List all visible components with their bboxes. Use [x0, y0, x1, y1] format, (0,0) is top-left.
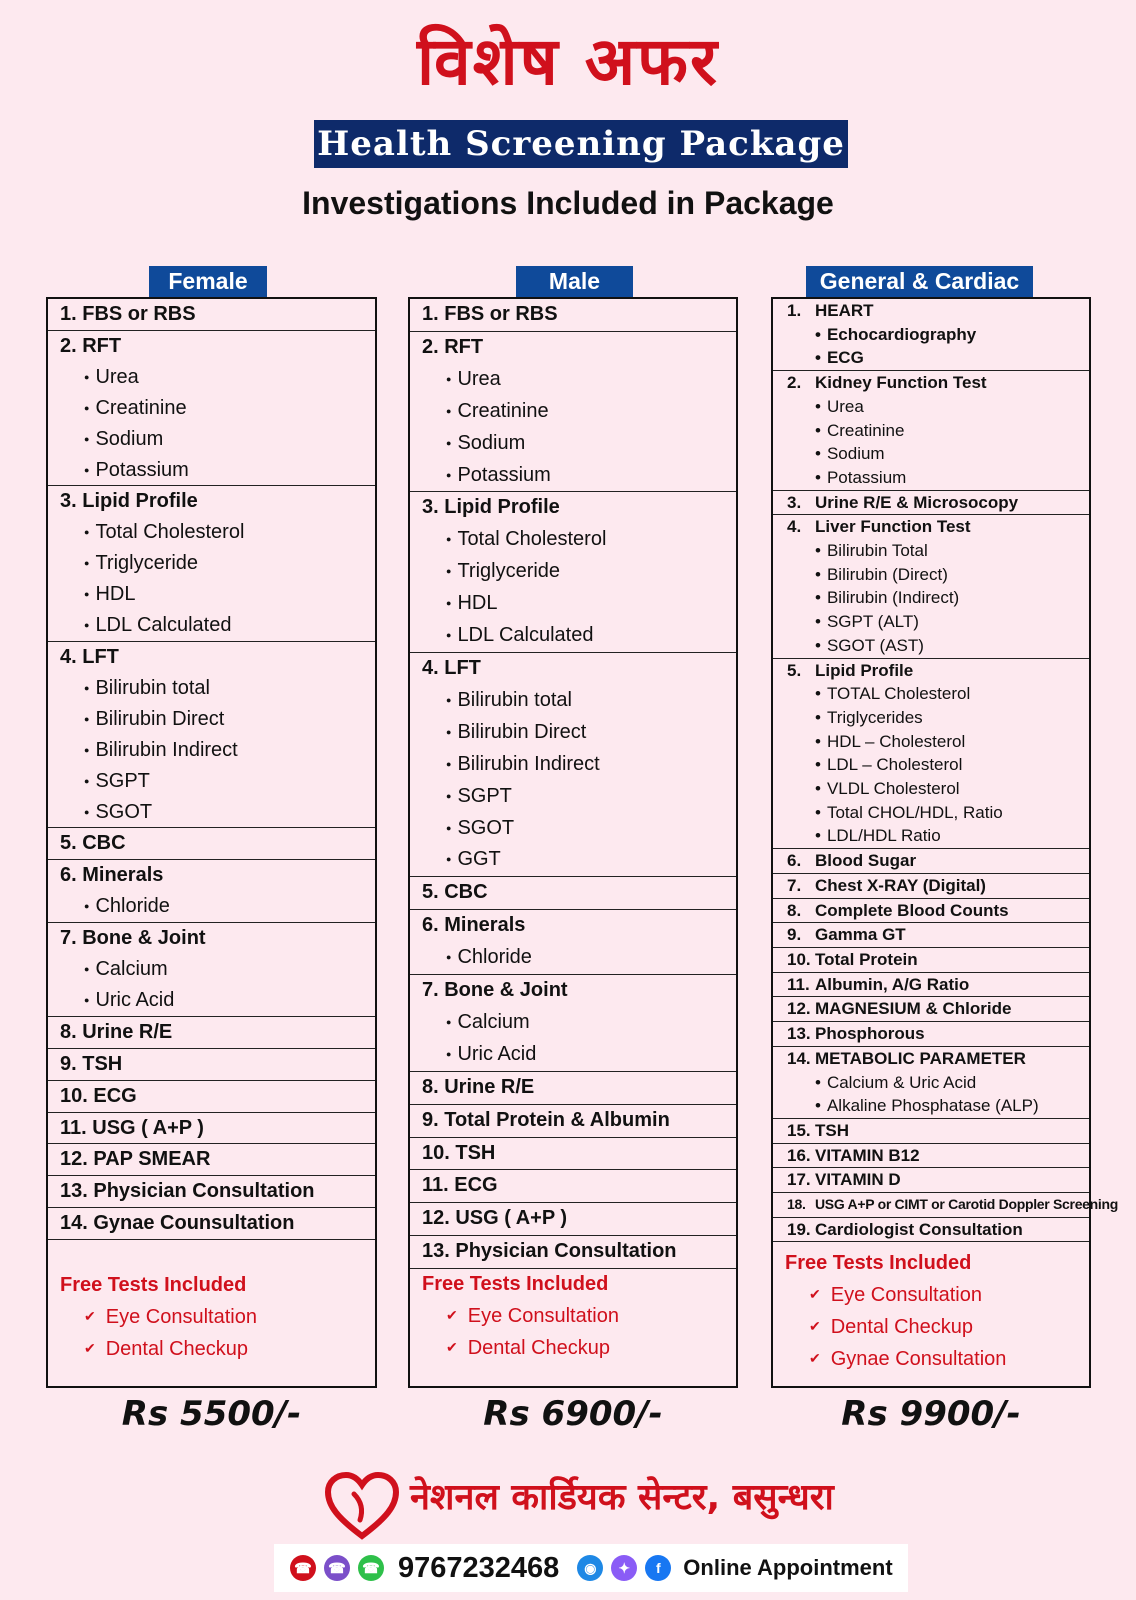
offer-title: विशेष अफर: [416, 23, 720, 100]
test-number: 17.: [787, 1170, 811, 1190]
test-subitem: ● Chloride: [48, 891, 375, 922]
package-title-banner: Health Screening Package: [314, 120, 848, 168]
test-heading: 1. FBS or RBS: [422, 303, 558, 325]
test-subitem: ● Creatinine: [410, 396, 736, 428]
test-name: VITAMIN D: [815, 1170, 901, 1190]
test-section: [773, 299, 1089, 371]
test-number: 16.: [787, 1145, 811, 1165]
test-section: [48, 642, 375, 828]
test-section: [48, 1081, 375, 1113]
test-heading: 8. Urine R/E: [60, 1020, 173, 1043]
test-heading: [773, 1218, 1089, 1242]
test-subitem: ● Uric Acid: [410, 1039, 736, 1071]
test-section: [48, 860, 375, 923]
test-number: 13.: [787, 1024, 811, 1044]
test-section: [48, 1113, 375, 1145]
test-name: Gamma GT: [815, 925, 906, 945]
test-subitem: • Bilirubin Total: [773, 539, 1089, 563]
test-heading: 12. USG ( A+P ): [422, 1207, 568, 1230]
test-section: [48, 1144, 375, 1176]
test-section: [48, 1176, 375, 1208]
test-subitem: ● Sodium: [48, 424, 375, 455]
test-section: [773, 1218, 1089, 1243]
facebook-icon[interactable]: f: [645, 1555, 671, 1581]
test-number: 10.: [787, 949, 811, 969]
test-subitem: • Creatinine: [773, 419, 1089, 443]
free-tests-title: Free Tests Included: [785, 1252, 972, 1275]
test-heading: 1. FBS or RBS: [60, 303, 196, 325]
female-price: Rs 5500/-: [121, 1394, 302, 1434]
test-subitem: ● SGOT: [48, 797, 375, 828]
free-test-item: [48, 1333, 375, 1365]
test-heading: [773, 923, 1089, 947]
test-name: Urine R/E & Microsocopy: [815, 492, 1019, 512]
general-cardiac-column-header: General & Cardiac: [806, 266, 1033, 297]
test-section: [773, 1047, 1089, 1119]
test-number: 5.: [787, 660, 802, 680]
test-subitem: ● Bilirubin total: [48, 673, 375, 704]
free-test-name: Dental Checkup: [830, 1316, 974, 1339]
test-subitem: • Sodium: [773, 442, 1089, 466]
test-subitem: • Total CHOL/HDL, Ratio: [773, 801, 1089, 825]
test-number: 6.: [787, 851, 802, 871]
test-number: 12.: [787, 999, 811, 1019]
test-heading: 6. Minerals: [422, 914, 526, 937]
test-section: [773, 948, 1089, 973]
test-name: Lipid Profile: [815, 660, 914, 680]
test-subitem: ● LDL Calculated: [48, 610, 375, 641]
test-name: Liver Function Test: [815, 517, 971, 537]
whatsapp-icon[interactable]: ☎: [358, 1555, 384, 1581]
test-section: [773, 997, 1089, 1022]
test-name: Kidney Function Test: [815, 373, 987, 393]
test-heading: 11. USG ( A+P ): [60, 1116, 204, 1139]
test-heading: 10. TSH: [422, 1141, 496, 1164]
test-number: 18.: [787, 1196, 806, 1213]
test-subitem: • TOTAL Cholesterol: [773, 682, 1089, 706]
test-heading: 5. CBC: [422, 881, 488, 904]
general-cardiac-package-list: [771, 297, 1119, 1388]
test-section: [410, 492, 736, 653]
test-section: [773, 849, 1089, 874]
test-subitem: • ECG: [773, 346, 1089, 370]
test-subitem: ● Urea: [410, 364, 736, 396]
test-subitem: ● Bilirubin Indirect: [48, 735, 375, 766]
free-tests: [410, 1269, 736, 1364]
check-icon: ✔: [809, 1350, 821, 1367]
contact-bar: [274, 1544, 908, 1592]
test-section: [410, 1170, 736, 1203]
check-icon: ✔: [84, 1308, 96, 1325]
test-number: 7.: [787, 875, 802, 895]
heart-logo-icon: [324, 1472, 400, 1542]
free-test-item: [410, 1300, 736, 1332]
test-subitem: • Bilirubin (Indirect): [773, 586, 1089, 610]
test-name: Cardiologist Consultation: [815, 1219, 1023, 1239]
test-subitem: • Urea: [773, 395, 1089, 419]
test-heading: [773, 973, 1089, 997]
test-heading: [773, 1022, 1089, 1046]
test-subitem: • Bilirubin (Direct): [773, 563, 1089, 587]
test-subitem: ● SGPT: [48, 766, 375, 797]
test-subitem: • Echocardiography: [773, 323, 1089, 347]
male-price: Rs 6900/-: [483, 1394, 663, 1434]
test-heading: 9. TSH: [60, 1052, 123, 1075]
test-heading: 7. Bone & Joint: [60, 927, 206, 950]
test-subitem: ● HDL: [48, 579, 375, 610]
test-number: 14.: [787, 1048, 811, 1068]
page-subtitle: Investigations Included in Package: [302, 185, 834, 221]
test-section: [773, 1119, 1089, 1144]
test-subitem: ● GGT: [410, 844, 736, 876]
free-tests-title: Free Tests Included: [422, 1273, 609, 1296]
test-subitem: • HDL – Cholesterol: [773, 730, 1089, 754]
free-test-name: Eye Consultation: [105, 1306, 257, 1329]
phone-icon[interactable]: ☎: [290, 1555, 316, 1581]
test-section: [410, 975, 736, 1072]
test-heading: 12. PAP SMEAR: [60, 1148, 211, 1171]
test-heading: [773, 874, 1089, 898]
online-appointment-link[interactable]: Online Appointment: [683, 1555, 893, 1580]
test-section: [773, 371, 1089, 491]
test-subitem: ● Bilirubin Direct: [48, 704, 375, 735]
test-section: [48, 1208, 375, 1240]
test-subitem: ● Calcium: [48, 954, 375, 985]
check-icon: ✔: [809, 1286, 821, 1303]
hospital-name: नेशनल कार्डियक सेन्टर, बसुन्धरा: [410, 1477, 834, 1518]
female-package-list: [46, 297, 377, 1388]
test-heading: 11. ECG: [422, 1174, 498, 1197]
free-test-name: Eye Consultation: [830, 1284, 982, 1307]
test-section: [410, 299, 736, 332]
globe-icon[interactable]: ◉: [577, 1555, 603, 1581]
free-test-item: [410, 1332, 736, 1364]
test-subitem: ● SGOT: [410, 813, 736, 845]
test-section: [410, 1138, 736, 1171]
test-number: 2.: [787, 373, 802, 393]
test-name: USG A+P or CIMT or Carotid Doppler Screening: [815, 1196, 1119, 1213]
test-section: [773, 1168, 1089, 1193]
test-name: Albumin, A/G Ratio: [815, 974, 970, 994]
test-section: [48, 1017, 375, 1049]
test-heading: 14. Gynae Counsultation: [60, 1212, 295, 1235]
test-subitem: ● Triglyceride: [410, 556, 736, 588]
test-subitem: • Calcium & Uric Acid: [773, 1071, 1089, 1095]
test-heading: 10. ECG: [60, 1084, 137, 1107]
test-heading: [773, 659, 1089, 683]
test-subitem: • Potassium: [773, 466, 1089, 490]
test-number: 15.: [787, 1120, 811, 1140]
test-number: 8.: [787, 900, 802, 920]
check-icon: ✔: [84, 1340, 96, 1357]
test-heading: 13. Physician Consultation: [60, 1180, 315, 1203]
test-subitem: ● LDL Calculated: [410, 620, 736, 652]
test-subitem: ● Sodium: [410, 428, 736, 460]
test-section: [410, 1236, 736, 1269]
test-section: [410, 332, 736, 493]
test-heading: 4. LFT: [422, 656, 481, 679]
test-heading: [773, 1047, 1089, 1071]
test-heading: 8. Urine R/E: [422, 1075, 535, 1098]
viber-icon[interactable]: ☎: [324, 1555, 350, 1581]
test-section: [48, 299, 375, 331]
test-heading: [773, 371, 1089, 395]
check-icon: ✔: [446, 1339, 458, 1356]
test-heading: 4. LFT: [60, 645, 119, 668]
test-number: 19.: [787, 1219, 811, 1239]
free-tests: [48, 1240, 375, 1365]
free-test-name: Dental Checkup: [467, 1337, 611, 1360]
free-test-item: [773, 1311, 1089, 1343]
check-icon: ✔: [809, 1318, 821, 1335]
test-heading: [773, 491, 1089, 515]
test-heading: 3. Lipid Profile: [422, 496, 560, 519]
test-name: Total Protein: [815, 949, 918, 969]
test-heading: [773, 899, 1089, 923]
test-subitem: ● Triglyceride: [48, 548, 375, 579]
test-section: [773, 515, 1089, 658]
test-heading: 2. RFT: [422, 335, 484, 358]
test-heading: 5. CBC: [60, 832, 126, 855]
test-heading: [773, 1119, 1089, 1143]
test-section: [773, 1193, 1119, 1218]
test-name: Phosphorous: [815, 1024, 925, 1044]
test-heading: [773, 849, 1089, 873]
test-section: [773, 899, 1089, 924]
test-heading: [773, 948, 1089, 972]
test-heading: [773, 1144, 1089, 1168]
test-heading: [773, 515, 1089, 539]
test-number: 9.: [787, 925, 802, 945]
test-name: Chest X-RAY (Digital): [815, 875, 986, 895]
general-price: Rs 9900/-: [841, 1394, 1021, 1434]
test-section: [773, 1022, 1089, 1047]
test-name: Blood Sugar: [815, 851, 917, 871]
free-test-name: Gynae Consultation: [830, 1348, 1007, 1371]
test-subitem: ● Calcium: [410, 1007, 736, 1039]
test-section: [773, 973, 1089, 998]
test-number: 3.: [787, 492, 802, 512]
test-subitem: ● HDL: [410, 588, 736, 620]
test-section: [410, 653, 736, 877]
test-subitem: • Triglycerides: [773, 706, 1089, 730]
test-section: [48, 923, 375, 1017]
test-subitem: ● Creatinine: [48, 393, 375, 424]
test-heading: [773, 997, 1089, 1021]
test-section: [48, 486, 375, 642]
test-subitem: ● Uric Acid: [48, 985, 375, 1016]
test-number: 4.: [787, 517, 802, 537]
test-section: [410, 1072, 736, 1105]
free-tests-title: Free Tests Included: [60, 1274, 247, 1297]
test-heading: 3. Lipid Profile: [60, 490, 198, 513]
test-heading: 6. Minerals: [60, 864, 164, 887]
test-subitem: • LDL/HDL Ratio: [773, 824, 1089, 848]
test-name: TSH: [815, 1120, 849, 1140]
free-tests: [773, 1242, 1089, 1375]
test-subitem: ● Bilirubin Direct: [410, 717, 736, 749]
male-column-header: Male: [516, 266, 633, 297]
test-section: [410, 1203, 736, 1236]
test-heading: [773, 1168, 1089, 1192]
test-section: [48, 331, 375, 487]
test-subitem: ● SGPT: [410, 781, 736, 813]
test-subitem: ● Urea: [48, 362, 375, 393]
test-heading: 9. Total Protein & Albumin: [422, 1108, 670, 1131]
test-subitem: ● Bilirubin Indirect: [410, 749, 736, 781]
test-section: [48, 1049, 375, 1081]
test-subitem: ● Bilirubin total: [410, 685, 736, 717]
test-heading: [773, 299, 1089, 323]
messenger-icon[interactable]: ✦: [611, 1555, 637, 1581]
test-subitem: • LDL – Cholesterol: [773, 753, 1089, 777]
test-number: 11.: [787, 974, 810, 994]
test-section: [48, 828, 375, 860]
test-number: 1.: [787, 301, 802, 320]
test-section: [410, 877, 736, 910]
test-subitem: ● Chloride: [410, 942, 736, 974]
phone-number[interactable]: 9767232468: [398, 1551, 560, 1584]
free-test-item: [773, 1279, 1089, 1311]
free-test-name: Eye Consultation: [467, 1305, 619, 1328]
test-subitem: • SGPT (ALT): [773, 610, 1089, 634]
test-section: [773, 491, 1089, 516]
test-subitem: ● Total Cholesterol: [410, 524, 736, 556]
test-name: Complete Blood Counts: [815, 900, 1009, 920]
test-section: [773, 659, 1089, 850]
test-name: HEART: [815, 301, 874, 320]
male-package-list: [408, 297, 738, 1388]
free-test-item: [48, 1301, 375, 1333]
test-heading: 7. Bone & Joint: [422, 979, 568, 1002]
free-test-name: Dental Checkup: [105, 1338, 249, 1361]
test-subitem: ● Potassium: [48, 455, 375, 486]
test-subitem: • VLDL Cholesterol: [773, 777, 1089, 801]
test-section: [773, 874, 1089, 899]
test-subitem: • SGOT (AST): [773, 634, 1089, 658]
test-name: MAGNESIUM & Chloride: [815, 999, 1012, 1019]
test-heading: [773, 1193, 1119, 1217]
test-heading: 13. Physician Consultation: [422, 1240, 677, 1263]
test-section: [410, 910, 736, 975]
test-name: VITAMIN B12: [815, 1145, 920, 1165]
check-icon: ✔: [446, 1307, 458, 1324]
test-heading: 2. RFT: [60, 334, 122, 357]
test-section: [410, 1105, 736, 1138]
test-section: [773, 1144, 1089, 1169]
free-test-item: [773, 1343, 1089, 1375]
test-subitem: • Alkaline Phosphatase (ALP): [773, 1094, 1089, 1118]
test-section: [773, 923, 1089, 948]
test-name: METABOLIC PARAMETER: [815, 1048, 1026, 1068]
test-subitem: ● Potassium: [410, 460, 736, 492]
test-subitem: ● Total Cholesterol: [48, 517, 375, 548]
female-column-header: Female: [149, 266, 267, 297]
